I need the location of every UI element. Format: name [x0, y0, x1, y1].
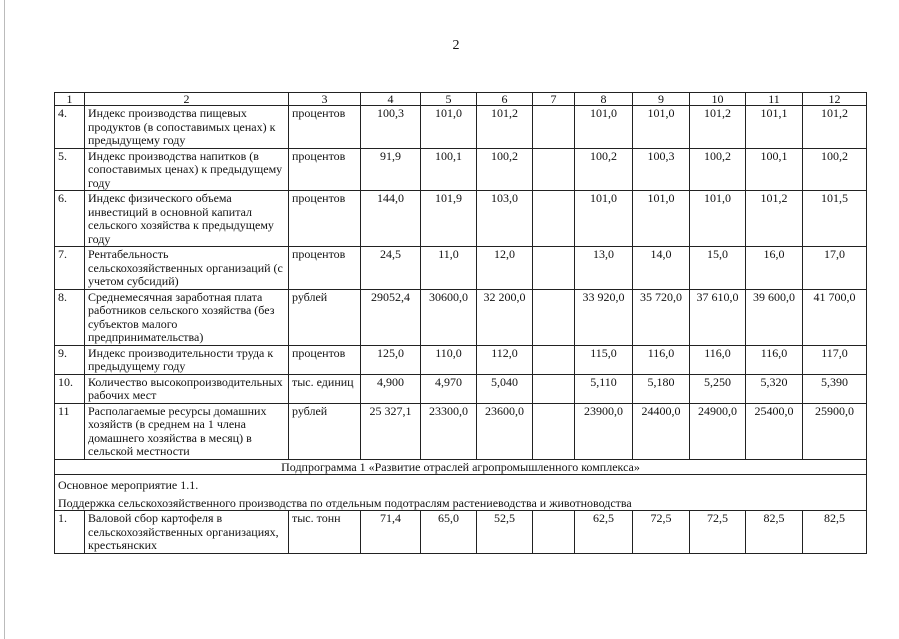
value-cell: 101,2 [746, 191, 803, 247]
header-cell-12: 12 [803, 93, 867, 106]
value-cell [533, 148, 575, 191]
value-cell: 116,0 [746, 345, 803, 374]
value-cell: 5,250 [690, 374, 746, 403]
unit-cell: процентов [289, 148, 361, 191]
subprogram-row [55, 459, 867, 475]
indicator-name: Индекс производства напитков (в сопоставимых ценах) к предыдущему году [85, 148, 289, 191]
header-cell-6: 6 [477, 93, 533, 106]
value-cell: 82,5 [803, 511, 867, 554]
indicator-name: Рентабельность сельскохозяйственных организаций (с учетом субсидий) [85, 247, 289, 290]
unit-cell: тыс. единиц [289, 374, 361, 403]
value-cell: 103,0 [477, 191, 533, 247]
value-cell: 24,5 [361, 247, 421, 290]
value-cell: 4,970 [421, 374, 477, 403]
value-cell: 25400,0 [746, 403, 803, 459]
value-cell: 39 600,0 [746, 289, 803, 345]
header-cell-4: 4 [361, 93, 421, 106]
indicator-name: Валовой сбор картофеля в сельскохозяйственных организациях, крестьянских [85, 511, 289, 554]
value-cell: 25 327,1 [361, 403, 421, 459]
header-cell-11: 11 [746, 93, 803, 106]
value-cell: 65,0 [421, 511, 477, 554]
value-cell: 101,0 [575, 191, 633, 247]
indicator-name: Среднемесячная заработная плата работников сельского хозяйства (без субъектов малого предпринимательства) [85, 289, 289, 345]
value-cell: 14,0 [633, 247, 690, 290]
value-cell: 25900,0 [803, 403, 867, 459]
value-cell: 72,5 [690, 511, 746, 554]
value-cell: 52,5 [477, 511, 533, 554]
row-index: 7. [55, 247, 85, 290]
value-cell: 101,1 [746, 106, 803, 149]
unit-cell: процентов [289, 191, 361, 247]
table-row [55, 374, 867, 403]
row-index: 4. [55, 106, 85, 149]
header-cell-8: 8 [575, 93, 633, 106]
value-cell: 82,5 [746, 511, 803, 554]
table-row [55, 403, 867, 459]
value-cell: 116,0 [633, 345, 690, 374]
subprogram-title: Подпрограмма 1 «Развитие отраслей агропромышленного комплекса» [55, 459, 867, 475]
table-row [55, 289, 867, 345]
value-cell [533, 374, 575, 403]
row-index: 9. [55, 345, 85, 374]
main-activity-description: Поддержка сельскохозяйственного производства по отдельным подотраслям растениеводства и животноводства [58, 495, 632, 510]
value-cell: 13,0 [575, 247, 633, 290]
value-cell: 112,0 [477, 345, 533, 374]
value-cell: 4,900 [361, 374, 421, 403]
value-cell [533, 345, 575, 374]
unit-cell: процентов [289, 247, 361, 290]
value-cell [533, 403, 575, 459]
value-cell: 91,9 [361, 148, 421, 191]
value-cell [533, 191, 575, 247]
row-index: 6. [55, 191, 85, 247]
value-cell: 100,1 [746, 148, 803, 191]
value-cell: 101,9 [421, 191, 477, 247]
value-cell: 101,0 [690, 191, 746, 247]
value-cell: 17,0 [803, 247, 867, 290]
page-number: 2 [452, 38, 460, 53]
header-cell-2: 2 [85, 93, 289, 106]
value-cell: 5,320 [746, 374, 803, 403]
value-cell: 23600,0 [477, 403, 533, 459]
value-cell: 100,3 [633, 148, 690, 191]
value-cell: 35 720,0 [633, 289, 690, 345]
value-cell: 101,0 [633, 191, 690, 247]
value-cell: 30600,0 [421, 289, 477, 345]
value-cell: 24900,0 [690, 403, 746, 459]
table-row [55, 511, 867, 554]
value-cell: 5,180 [633, 374, 690, 403]
indicator-name: Индекс производительности труда к предыдущему году [85, 345, 289, 374]
table-row [55, 106, 867, 149]
value-cell: 101,2 [477, 106, 533, 149]
table-row [55, 191, 867, 247]
value-cell: 15,0 [690, 247, 746, 290]
value-cell: 29052,4 [361, 289, 421, 345]
unit-cell: рублей [289, 403, 361, 459]
value-cell [533, 247, 575, 290]
indicator-name: Индекс физического объема инвестиций в основной капитал сельского хозяйства к предыдущему году [85, 191, 289, 247]
value-cell: 62,5 [575, 511, 633, 554]
value-cell: 5,110 [575, 374, 633, 403]
value-cell: 101,2 [803, 106, 867, 149]
value-cell: 100,1 [421, 148, 477, 191]
value-cell: 41 700,0 [803, 289, 867, 345]
value-cell: 125,0 [361, 345, 421, 374]
value-cell: 23900,0 [575, 403, 633, 459]
unit-cell: процентов [289, 106, 361, 149]
indicator-name: Количество высокопроизводительных рабочих мест [85, 374, 289, 403]
value-cell: 5,390 [803, 374, 867, 403]
value-cell: 5,040 [477, 374, 533, 403]
table-header-row [55, 93, 867, 106]
value-cell: 16,0 [746, 247, 803, 290]
value-cell [533, 511, 575, 554]
value-cell: 37 610,0 [690, 289, 746, 345]
value-cell: 71,4 [361, 511, 421, 554]
row-index: 1. [55, 511, 85, 554]
value-cell: 101,2 [690, 106, 746, 149]
header-cell-7: 7 [533, 93, 575, 106]
value-cell: 32 200,0 [477, 289, 533, 345]
unit-cell: тыс. тонн [289, 511, 361, 554]
value-cell: 101,0 [633, 106, 690, 149]
header-cell-10: 10 [690, 93, 746, 106]
value-cell: 72,5 [633, 511, 690, 554]
value-cell: 100,2 [477, 148, 533, 191]
value-cell: 116,0 [690, 345, 746, 374]
value-cell: 101,5 [803, 191, 867, 247]
main-activity-row [55, 475, 867, 511]
indicators-table [54, 92, 867, 554]
value-cell: 100,2 [690, 148, 746, 191]
unit-cell: процентов [289, 345, 361, 374]
row-index: 8. [55, 289, 85, 345]
value-cell [533, 289, 575, 345]
value-cell [533, 106, 575, 149]
value-cell: 100,3 [361, 106, 421, 149]
indicator-name: Индекс производства пищевых продуктов (в сопоставимых ценах) к предыдущему году [85, 106, 289, 149]
row-index: 5. [55, 148, 85, 191]
value-cell: 101,0 [421, 106, 477, 149]
header-cell-9: 9 [633, 93, 690, 106]
value-cell: 117,0 [803, 345, 867, 374]
value-cell: 101,0 [575, 106, 633, 149]
unit-cell: рублей [289, 289, 361, 345]
table-row [55, 148, 867, 191]
value-cell: 144,0 [361, 191, 421, 247]
table-row [55, 345, 867, 374]
header-cell-5: 5 [421, 93, 477, 106]
value-cell: 110,0 [421, 345, 477, 374]
main-activity-label: Основное мероприятие 1.1. [58, 478, 199, 492]
value-cell: 12,0 [477, 247, 533, 290]
header-cell-3: 3 [289, 93, 361, 106]
value-cell: 11,0 [421, 247, 477, 290]
value-cell: 24400,0 [633, 403, 690, 459]
header-cell-1: 1 [55, 93, 85, 106]
value-cell: 100,2 [803, 148, 867, 191]
value-cell: 23300,0 [421, 403, 477, 459]
scan-edge-line [4, 0, 5, 639]
indicator-name: Располагаемые ресурсы домашних хозяйств (в среднем на 1 члена домашнего хозяйства в месяц) в сельской местности [85, 403, 289, 459]
value-cell: 115,0 [575, 345, 633, 374]
table-row [55, 247, 867, 290]
value-cell: 100,2 [575, 148, 633, 191]
value-cell: 33 920,0 [575, 289, 633, 345]
row-index: 10. [55, 374, 85, 403]
row-index: 11 [55, 403, 85, 459]
